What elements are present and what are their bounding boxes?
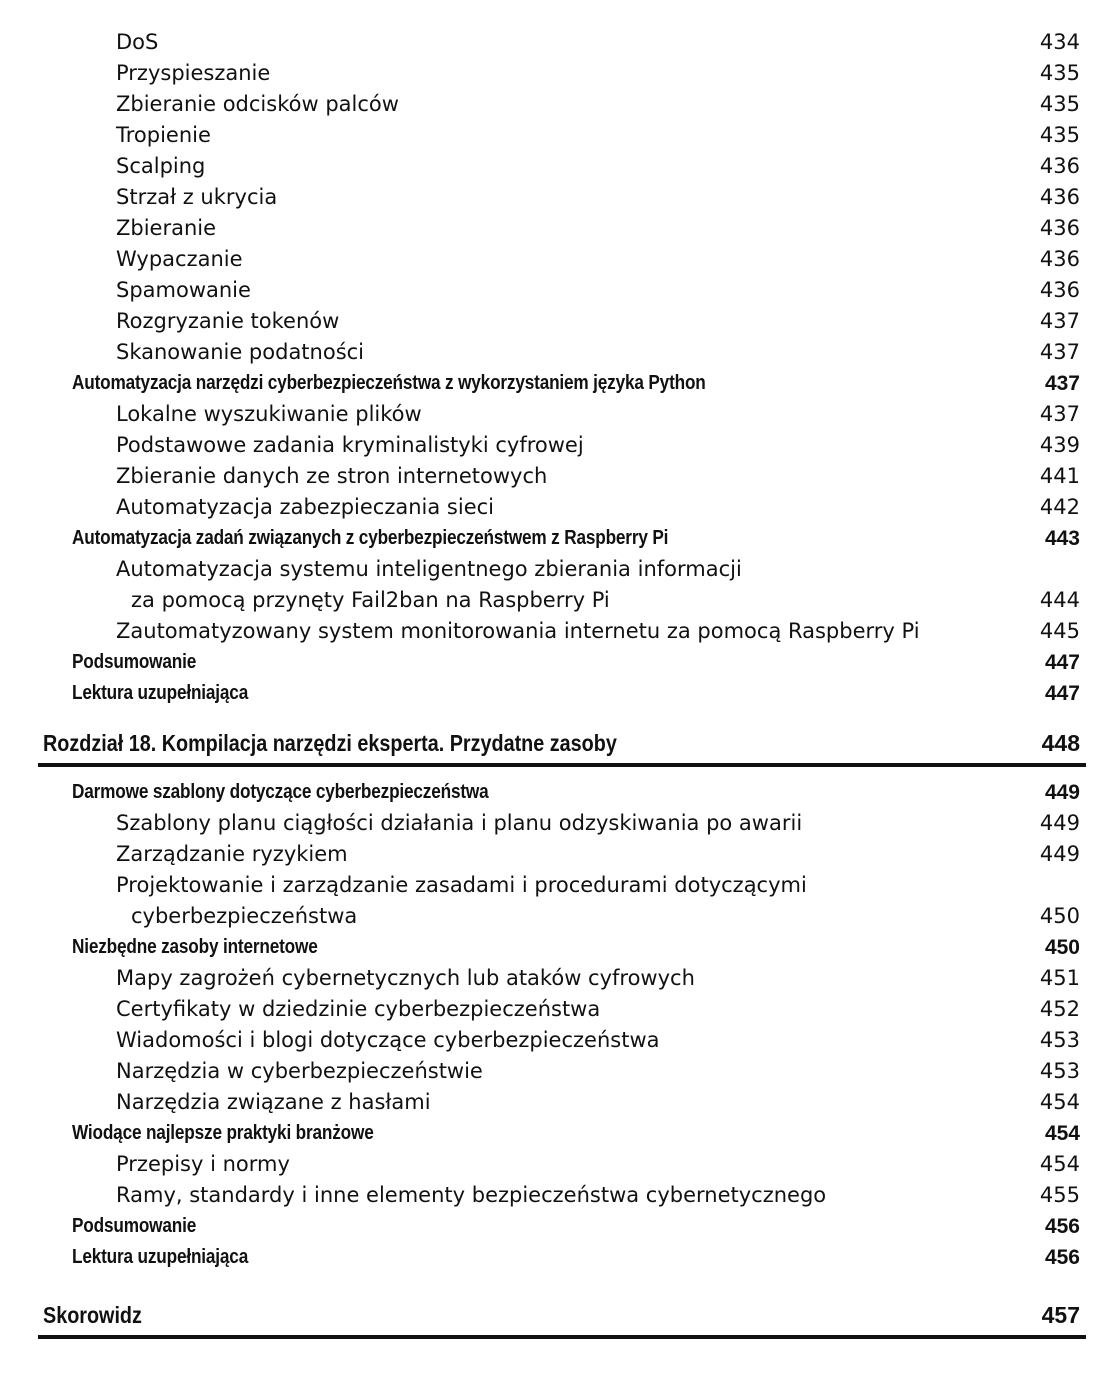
toc-subsection-entry[interactable] [0, 1087, 1102, 1118]
chapter-title: Rozdział 18. Kompilacja narzędzi eksperta. Przydatne zasoby [43, 730, 617, 756]
toc-entry-title: Scalping [116, 154, 206, 178]
toc-entry-page-number: 456 [1044, 1215, 1080, 1238]
toc-entry-title: Zbieranie odcisków palców [116, 92, 399, 116]
toc-entry-page-number: 452 [1039, 997, 1080, 1021]
toc-subsection-entry[interactable] [0, 839, 1102, 870]
toc-entry-title: Mapy zagrożeń cybernetycznych lub ataków cyfrowych [116, 966, 695, 990]
toc-section-entry[interactable] [0, 678, 1102, 709]
toc-section-entry[interactable] [0, 1242, 1102, 1273]
toc-entry-page-number: 447 [1044, 682, 1080, 705]
toc-subsection-entry[interactable] [0, 870, 1102, 901]
chapter-rule-divider [38, 763, 1086, 767]
toc-entry-title: Podstawowe zadania kryminalistyki cyfrowej [116, 433, 584, 457]
toc-section-entry[interactable] [0, 368, 1102, 399]
toc-entry-page-number: 434 [1039, 30, 1080, 54]
toc-entry-page-number: 437 [1039, 340, 1080, 364]
toc-entry-page-number: 444 [1039, 588, 1080, 612]
toc-entry-title: Zbieranie danych ze stron internetowych [116, 464, 548, 488]
toc-subsection-entry[interactable] [0, 492, 1102, 523]
toc-entry-title: cyberbezpieczeństwa [131, 904, 358, 928]
toc-subsection-entry[interactable] [0, 1025, 1102, 1056]
toc-entry-page-number: 449 [1039, 811, 1080, 835]
toc-entry-page-number: 442 [1039, 495, 1080, 519]
toc-entry-title: Przyspieszanie [116, 61, 271, 85]
toc-section-entry[interactable] [0, 777, 1102, 808]
toc-entry-page-number: 453 [1039, 1028, 1080, 1052]
toc-entry-page-number: 439 [1039, 433, 1080, 457]
toc-entry-page-number: 451 [1039, 966, 1080, 990]
toc-subsection-entry[interactable] [0, 275, 1102, 306]
toc-entry-title: Projektowanie i zarządzanie zasadami i procedurami dotyczącymi [116, 873, 807, 897]
toc-section-entry[interactable] [0, 523, 1102, 554]
toc-subsection-entry[interactable] [0, 1180, 1102, 1211]
toc-entry-page-number: 441 [1039, 464, 1080, 488]
toc-entry-page-number: 435 [1039, 92, 1080, 116]
toc-entry-title: DoS [116, 30, 159, 54]
toc-subsection-entry[interactable] [0, 585, 1102, 616]
toc-entry-title: Zautomatyzowany system monitorowania internetu za pomocą Raspberry Pi [116, 619, 920, 643]
toc-entry-page-number: 435 [1039, 123, 1080, 147]
toc-entry-page-number: 455 [1039, 1183, 1080, 1207]
toc-entry-page-number: 437 [1039, 402, 1080, 426]
toc-subsection-entry[interactable] [0, 901, 1102, 932]
toc-entry-title: Rozgryzanie tokenów [116, 309, 340, 333]
toc-entry-title: Narzędzia w cyberbezpieczeństwie [116, 1059, 483, 1083]
toc-entry-title: Automatyzacja systemu inteligentnego zbierania informacji [116, 557, 742, 581]
toc-entry-title: Skanowanie podatności [116, 340, 365, 364]
toc-entry-page-number: 443 [1044, 527, 1080, 550]
toc-section-entry[interactable] [0, 1118, 1102, 1149]
toc-entry-title: Automatyzacja zadań związanych z cyberbezpieczeństwem z Raspberry Pi [72, 527, 669, 549]
toc-subsection-entry[interactable] [0, 244, 1102, 275]
toc-entry-title: Wypaczanie [116, 247, 243, 271]
chapter-page-number: 448 [1041, 730, 1080, 756]
toc-entry-title: Automatyzacja zabezpieczania sieci [116, 495, 495, 519]
index-page-number: 457 [1041, 1302, 1080, 1328]
toc-subsection-entry[interactable] [0, 89, 1102, 120]
toc-subsection-entry[interactable] [0, 1149, 1102, 1180]
toc-entry-page-number: 450 [1039, 904, 1080, 928]
toc-subsection-entry[interactable] [0, 27, 1102, 58]
toc-subsection-entry[interactable] [0, 616, 1102, 647]
toc-entry-page-number: 454 [1039, 1090, 1080, 1114]
toc-entry-page-number: 454 [1044, 1122, 1080, 1145]
toc-entry-title: Podsumowanie [72, 1215, 197, 1237]
toc-entry-page-number: 436 [1039, 154, 1080, 178]
toc-entry-page-number: 436 [1039, 278, 1080, 302]
toc-subsection-entry[interactable] [0, 399, 1102, 430]
toc-entry-title: Strzał z ukrycia [116, 185, 278, 209]
toc-entry-title: Tropienie [116, 123, 211, 147]
toc-section-entry[interactable] [0, 932, 1102, 963]
toc-block-chapter-17-tail [0, 27, 1102, 709]
toc-subsection-entry[interactable] [0, 808, 1102, 839]
toc-entry-page-number: 437 [1039, 309, 1080, 333]
toc-entry-title: Spamowanie [116, 278, 251, 302]
toc-subsection-entry[interactable] [0, 430, 1102, 461]
toc-subsection-entry[interactable] [0, 554, 1102, 585]
toc-entry-title: Szablony planu ciągłości działania i planu odzyskiwania po awarii [116, 811, 803, 835]
chapter-heading[interactable] [0, 723, 1102, 763]
toc-entry-title: za pomocą przynęty Fail2ban na Raspberry Pi [131, 588, 610, 612]
toc-entry-page-number: 436 [1039, 247, 1080, 271]
toc-subsection-entry[interactable] [0, 994, 1102, 1025]
toc-entry-page-number: 435 [1039, 61, 1080, 85]
toc-entry-title: Wiodące najlepsze praktyki branżowe [72, 1122, 374, 1144]
toc-block-chapter-18 [0, 777, 1102, 1273]
toc-entry-page-number: 449 [1044, 781, 1080, 804]
toc-entry-page-number: 447 [1044, 651, 1080, 674]
toc-subsection-entry[interactable] [0, 213, 1102, 244]
toc-entry-title: Certyfikaty w dziedzinie cyberbezpieczeństwa [116, 997, 601, 1021]
toc-entry-page-number: 445 [1039, 619, 1080, 643]
toc-entry-title: Lokalne wyszukiwanie plików [116, 402, 422, 426]
toc-entry-page-number: 453 [1039, 1059, 1080, 1083]
toc-entry-page-number: 456 [1044, 1246, 1080, 1269]
toc-subsection-entry[interactable] [0, 151, 1102, 182]
index-rule-divider [38, 1335, 1086, 1339]
toc-subsection-entry[interactable] [0, 461, 1102, 492]
toc-subsection-entry[interactable] [0, 306, 1102, 337]
toc-entry-title: Lektura uzupełniająca [72, 682, 249, 704]
toc-entry-title: Niezbędne zasoby internetowe [72, 936, 318, 958]
toc-entry-title: Lektura uzupełniająca [72, 1246, 249, 1268]
toc-subsection-entry[interactable] [0, 182, 1102, 213]
toc-subsection-entry[interactable] [0, 1056, 1102, 1087]
toc-subsection-entry[interactable] [0, 58, 1102, 89]
toc-entry-title: Darmowe szablony dotyczące cyberbezpieczeństwa [72, 781, 489, 803]
toc-entry-title: Przepisy i normy [116, 1152, 290, 1176]
toc-entry-page-number: 437 [1044, 372, 1080, 395]
toc-entry-title: Narzędzia związane z hasłami [116, 1090, 431, 1114]
toc-subsection-entry[interactable] [0, 337, 1102, 368]
toc-entry-title: Wiadomości i blogi dotyczące cyberbezpieczeństwa [116, 1028, 660, 1052]
index-heading[interactable] [0, 1295, 1102, 1335]
toc-entry-page-number: 450 [1044, 936, 1080, 959]
toc-entry-title: Automatyzacja narzędzi cyberbezpieczeństwa z wykorzystaniem języka Python [72, 372, 706, 394]
toc-entry-page-number: 436 [1039, 185, 1080, 209]
index-title: Skorowidz [43, 1302, 142, 1328]
toc-entry-title: Ramy, standardy i inne elementy bezpieczeństwa cybernetycznego [116, 1183, 827, 1207]
toc-section-entry[interactable] [0, 1211, 1102, 1242]
toc-entry-title: Zbieranie [116, 216, 217, 240]
toc-entry-page-number: 454 [1039, 1152, 1080, 1176]
toc-subsection-entry[interactable] [0, 120, 1102, 151]
toc-entry-title: Zarządzanie ryzykiem [116, 842, 348, 866]
toc-entry-page-number: 449 [1039, 842, 1080, 866]
toc-entry-title: Podsumowanie [72, 651, 197, 673]
toc-section-entry[interactable] [0, 647, 1102, 678]
toc-entry-page-number: 436 [1039, 216, 1080, 240]
toc-subsection-entry[interactable] [0, 963, 1102, 994]
table-of-contents [0, 27, 1102, 1345]
